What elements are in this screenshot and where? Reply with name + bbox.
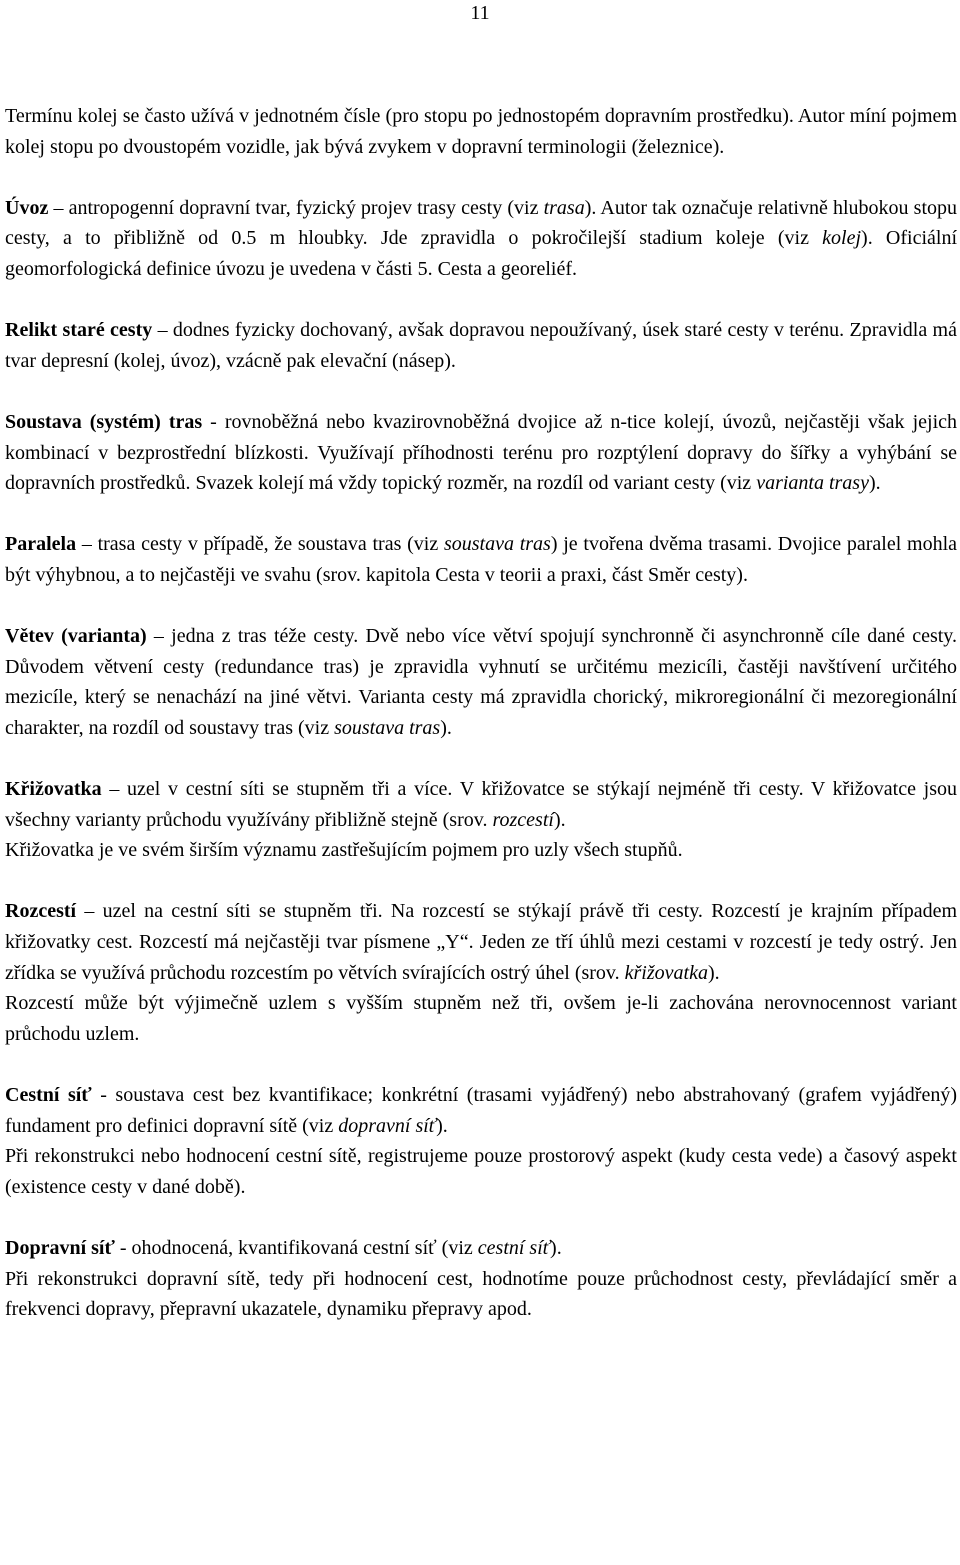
definition-uvoz <box>5 193 957 285</box>
document-body <box>5 101 957 1325</box>
page-number: 11 <box>470 2 490 24</box>
text-span: – uzel v cestní síti se stupněm tři a více. V křižovatce se stýkají nejméně tři cesty. V křižovatce jsou všechny varianty průchodu využívány přibližně stejně (srov. <box>5 778 957 831</box>
term-vetev: Větev (varianta) <box>5 625 147 648</box>
cross-reference: křižovatka <box>624 961 708 984</box>
term-uvoz: Úvoz <box>5 196 49 219</box>
term-relikt: Relikt staré cesty <box>5 319 153 342</box>
term-paralela: Paralela <box>5 533 77 556</box>
paragraph-kolej-note <box>5 101 957 162</box>
text-span: Křižovatka je ve svém širším významu zastřešujícím pojmem pro uzly všech stupňů. <box>5 839 683 862</box>
cross-reference: soustava tras <box>334 716 441 739</box>
cross-reference: dopravní síť <box>338 1114 437 1137</box>
text-span: Při rekonstrukci nebo hodnocení cestní sítě, registrujeme pouze prostorový aspekt (kudy cesta vede) a časový aspekt (existence cesty v dané době). <box>5 1145 957 1198</box>
cross-reference: kolej <box>822 227 862 250</box>
text-span: ). <box>707 961 720 984</box>
paragraph-rozcesti-note <box>5 988 957 1049</box>
definition-paralela <box>5 529 957 590</box>
text-span: – trasa cesty v případě, že soustava tras (viz <box>76 533 444 556</box>
text-span: - soustava cest bez kvantifikace; konkrétní (trasami vyjádřený) nebo abstrahovaný (grafem vyjádřený) fundament pro definici dopravní sítě (viz <box>5 1084 957 1137</box>
definition-krizovatka <box>5 774 957 835</box>
term-rozcesti: Rozcestí <box>5 900 77 923</box>
text-span: Při rekonstrukci dopravní sítě, tedy při hodnocení cest, hodnotíme pouze průchodnost cesty, převládající směr a frekvenci dopravy, přepravní ukazatele, dynamiku přepravy apod. <box>5 1267 957 1321</box>
definition-dopravni-sit <box>5 1233 957 1264</box>
cross-reference: soustava tras <box>443 533 551 556</box>
text-span: - rovnoběžná nebo kvazirovnoběžná dvojice až n-tice kolejí, úvozů, nejčastěji však jejich kombinací v bezprostřední blízkosti. Využívají příhodnosti terénu pro rozptýlení dopravy do šířky a vyhýbání se dopravních prostředků. Svazek kolejí má vždy topický rozměr, na rozdíl od variant cesty (viz <box>5 410 957 495</box>
text-span: Termínu kolej se často užívá v jednotném čísle (pro stopu po jednostopém dopravním prostředku). Autor míní pojmem kolej stopu po dvoustopém vozidle, jak bývá zvykem v dopravní terminologii (železnice). <box>5 105 957 158</box>
text-span: ). Autor tak označuje relativně hlubokou stopu cesty, a to přibližně od 0.5 m hloubky. Jde zpravidla o pokročilejší stadium koleje (viz <box>5 196 957 250</box>
text-span: – uzel na cestní síti se stupněm tři. Na rozcestí se stýkají právě tři cesty. Rozcestí je krajním případem křižovatky cest. Rozcestí má nejčastěji tvar písmene „Y“. Jeden ze tří úhlů mezi cestami v rozcestí je tedy ostrý. Jen zřídka se využívá průchodu rozcestím po větvích svírajících ostrý úhel (srov. <box>5 900 957 984</box>
text-span: ). <box>440 716 452 739</box>
cross-reference: rozcestí <box>492 808 554 831</box>
text-span: ) je tvořena dvěma trasami. Dvojice paralel mohla být výhybnou, a to nejčastěji ve svahu (srov. kapitola Cesta v teorii a praxi, část Směr cesty). <box>5 533 958 586</box>
term-cestni-sit: Cestní síť <box>5 1084 92 1106</box>
definition-vetev <box>5 621 957 743</box>
text-span: ). <box>553 808 566 831</box>
text-span: ). <box>550 1236 562 1259</box>
definition-relikt <box>5 315 957 376</box>
definition-rozcesti <box>5 896 957 988</box>
paragraph-krizovatka-note <box>5 835 957 866</box>
text-span: – jedna z tras téže cesty. Dvě nebo více větví spojují synchronně či asynchronně cíle dané cesty. Důvodem větvení cesty (redundance tras) je zpravidla vyhnutí se určitému mezicíli, častěji navštívení určitého mezicíle, který se nenachází na jiné větvi. Varianta cesty má zpravidla chorický, mikroregionální či mezoregionální charakter, na rozdíl od soustavy tras (viz <box>5 625 957 739</box>
paragraph-dopravni-sit-note <box>5 1264 957 1325</box>
cross-reference: cestní síť <box>477 1236 551 1259</box>
text-span: ). Oficiální geomorfologická definice úvozu je uvedena v části 5. Cesta a georeliéf. <box>5 227 958 280</box>
cross-reference: trasa <box>543 196 585 219</box>
text-span: – dodnes fyzicky dochovaný, avšak dopravou nepoužívaný, úsek staré cesty v terénu. Zpravidla má tvar depresní (kolej, úvoz), vzácně pak elevační (násep). <box>5 319 957 372</box>
term-dopravni-sit: Dopravní síť <box>5 1236 115 1259</box>
text-span: - ohodnocená, kvantifikovaná cestní síť (viz <box>114 1236 478 1259</box>
term-krizovatka: Křižovatka <box>5 778 102 801</box>
paragraph-cestni-sit-note <box>5 1141 957 1202</box>
term-soustava: Soustava (systém) tras <box>5 410 203 433</box>
cross-reference: varianta trasy <box>756 472 869 495</box>
text-span: – antropogenní dopravní tvar, fyzický projev trasy cesty (viz <box>48 196 544 219</box>
text-span: ). <box>436 1114 448 1137</box>
text-span: ). <box>868 472 881 495</box>
definition-soustava <box>5 407 957 499</box>
definition-cestni-sit <box>5 1080 957 1141</box>
text-span: Rozcestí může být výjimečně uzlem s vyšším stupněm než tři, ovšem je-li zachována nerovnocennost variant průchodu uzlem. <box>5 992 957 1045</box>
